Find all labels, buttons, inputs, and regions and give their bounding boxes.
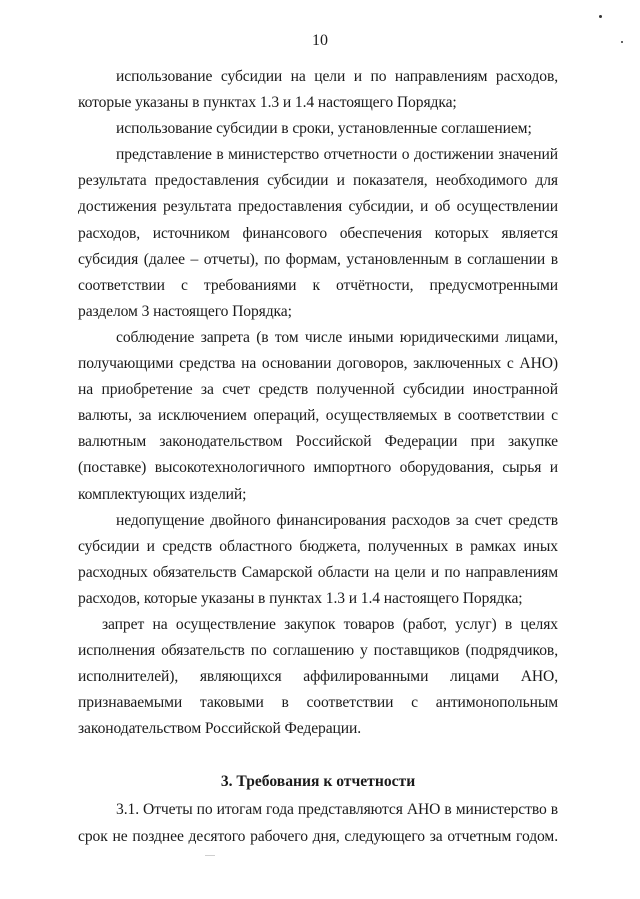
paragraph-currency-ban: соблюдение запрета (в том числе иными юридическими лицами, получающими средства на основании договоров, заключенных с АНО) на приобретение за счет средств полученной субсидии иностранной валюты, за исключением операций, осуществляемых в соответствии с валютным законодательством Российской Федерации при закупке (поставке) высокотехнологичного импортного оборудования, сырья и комплектующих изделий; — [78, 328, 558, 503]
paragraph-reporting: представление в министерство отчетности о достижении значений результата предоставления субсидии и показателя, необходимого для достижения результата предоставления субсидии, и об осуществлении расходов, источником финансового обеспечения которых является субсидия (далее – отчеты), по формам, установленным в соглашении в соответствии с требованиями к отчётности, предусмотренными разделом 3 настоящего Порядка; — [78, 146, 558, 320]
paragraph-report-deadline: 3.1. Отчеты по итогам года представляются АНО в министерство в срок не позднее десятого рабочего дня, следующего за отчетным годом. — [78, 801, 558, 845]
document-body — [78, 64, 558, 850]
paragraph-subsidy-purpose: использование субсидии на цели и по направлениям расходов, которые указаны в пунктах 1.3 и 1.4 настоящего Порядка; — [78, 68, 558, 112]
scan-mark — [205, 855, 215, 856]
paragraph-subsidy-terms: использование субсидии в сроки, установленные соглашением; — [116, 120, 532, 138]
scan-speck — [599, 15, 602, 18]
paragraph-procurement-ban: запрет на осуществление закупок товаров (работ, услуг) в целях исполнения обязательств по соглашению у поставщиков (подрядчиков, исполнителей), являющихся аффилированными лицами АНО, признаваемыми таковыми в соответствии с антимонопольным законодательством Российской Федерации. — [78, 615, 558, 738]
page-number: 10 — [312, 32, 328, 49]
section-heading: 3. Требования к отчетности — [220, 773, 416, 791]
paragraph-double-financing: недопущение двойного финансирования расходов за счет средств субсидии и средств областного бюджета, полученных в рамках иных расходных обязательств Самарской области на цели и по направлениям расходов, которые указаны в пунктах 1.3 и 1.4 настоящего Порядка; — [78, 511, 558, 607]
